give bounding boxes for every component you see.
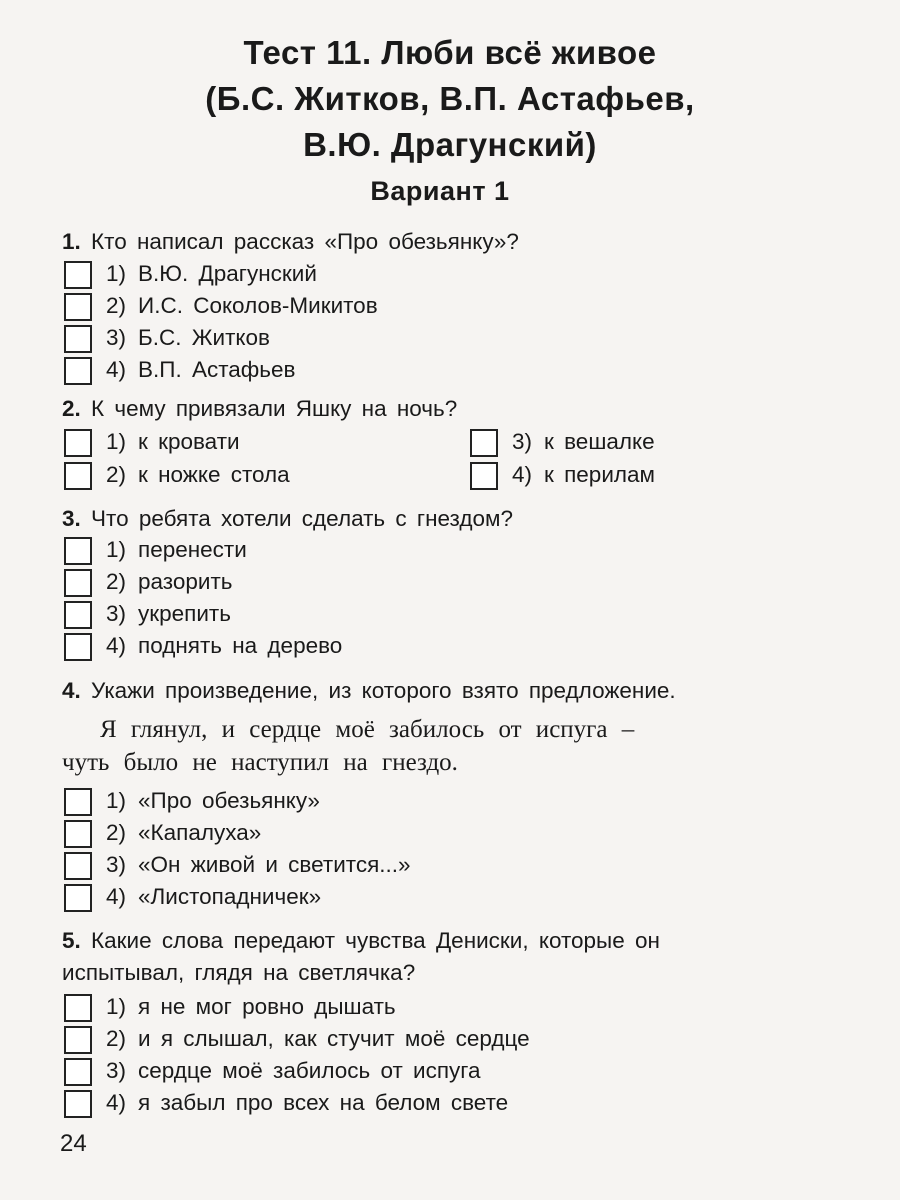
question-heading [62, 506, 513, 532]
option-text: я забыл про всех на белом свете [138, 1090, 509, 1115]
option-number: 4) [512, 462, 533, 487]
option-text: «Он живой и светится...» [138, 852, 411, 877]
test-title: Тест 11. Люби всё живое [243, 34, 657, 71]
question-text: Что ребята хотели сделать с гнездом? [91, 506, 513, 531]
option-number: 4) [106, 884, 127, 909]
option-text: к кровати [138, 429, 240, 454]
option-text: я не мог ровно дышать [138, 994, 396, 1019]
answer-option[interactable] [64, 429, 240, 457]
option-text: Б.С. Житков [138, 325, 270, 350]
answer-option[interactable] [64, 1058, 481, 1086]
question-number: 2. [62, 396, 81, 421]
quoted-sentence-cont: чуть было не наступил на гнездо. [62, 749, 458, 776]
checkbox[interactable] [64, 537, 92, 565]
option-number: 3) [106, 601, 127, 626]
option-number: 2) [106, 293, 127, 318]
answer-option[interactable] [64, 1026, 530, 1054]
option-number: 4) [106, 357, 127, 382]
answer-option[interactable] [64, 569, 232, 597]
checkbox[interactable] [64, 261, 92, 289]
checkbox[interactable] [64, 633, 92, 661]
answer-option[interactable] [64, 462, 290, 490]
question-number: 1. [62, 229, 81, 254]
answer-option[interactable] [64, 884, 321, 912]
option-number: 2) [106, 1026, 127, 1051]
checkbox[interactable] [64, 788, 92, 816]
answer-option[interactable] [64, 852, 411, 880]
test-authors-cont: В.Ю. Драгунский) [303, 126, 597, 163]
question-heading [62, 928, 660, 954]
checkbox[interactable] [64, 1090, 92, 1118]
answer-option[interactable] [64, 261, 317, 289]
checkbox[interactable] [470, 429, 498, 457]
answer-option[interactable] [64, 994, 396, 1022]
option-text: сердце моё забилось от испуга [138, 1058, 481, 1083]
question-heading [62, 678, 676, 704]
checkbox[interactable] [64, 293, 92, 321]
option-text: поднять на дерево [138, 633, 343, 658]
checkbox[interactable] [64, 325, 92, 353]
checkbox[interactable] [64, 820, 92, 848]
option-text: к перилам [544, 462, 656, 487]
checkbox[interactable] [64, 462, 92, 490]
checkbox[interactable] [64, 994, 92, 1022]
option-text: И.С. Соколов-Микитов [138, 293, 378, 318]
option-text: «Листопадничек» [138, 884, 322, 909]
option-text: перенести [138, 537, 247, 562]
question-heading [62, 229, 519, 255]
variant-heading: Вариант 1 [370, 176, 510, 206]
question-text: К чему привязали Яшку на ночь? [91, 396, 458, 421]
answer-option[interactable] [470, 429, 655, 457]
answer-option[interactable] [64, 633, 342, 661]
option-number: 3) [512, 429, 533, 454]
option-text: В.П. Астафьев [138, 357, 296, 382]
option-text: В.Ю. Драгунский [138, 261, 317, 286]
option-number: 3) [106, 325, 127, 350]
option-number: 3) [106, 852, 127, 877]
answer-option[interactable] [64, 357, 295, 385]
checkbox[interactable] [64, 429, 92, 457]
answer-option[interactable] [64, 537, 247, 565]
question-number: 4. [62, 678, 81, 703]
option-number: 2) [106, 820, 127, 845]
option-text: к ножке стола [138, 462, 290, 487]
answer-option[interactable] [64, 1090, 508, 1118]
option-number: 4) [106, 633, 127, 658]
checkbox[interactable] [64, 1026, 92, 1054]
test-authors: (Б.С. Житков, В.П. Астафьев, [205, 80, 695, 117]
question-heading [62, 960, 415, 986]
quoted-sentence: Я глянул, и сердце моё забилось от испуга – [100, 716, 635, 743]
question-number: 5. [62, 928, 81, 953]
question-text: Укажи произведение, из которого взято предложение. [91, 678, 676, 703]
checkbox[interactable] [470, 462, 498, 490]
checkbox[interactable] [64, 601, 92, 629]
option-number: 1) [106, 261, 127, 286]
option-number: 1) [106, 788, 127, 813]
checkbox[interactable] [64, 1058, 92, 1086]
option-number: 2) [106, 569, 127, 594]
option-text: и я слышал, как стучит моё сердце [138, 1026, 530, 1051]
question-text: Кто написал рассказ «Про обезьянку»? [91, 229, 519, 254]
option-number: 2) [106, 462, 127, 487]
checkbox[interactable] [64, 357, 92, 385]
answer-option[interactable] [64, 820, 261, 848]
option-text: «Про обезьянку» [138, 788, 320, 813]
question-number: 3. [62, 506, 81, 531]
option-text: к вешалке [544, 429, 655, 454]
question-heading [62, 396, 457, 422]
answer-option[interactable] [64, 788, 320, 816]
answer-option[interactable] [64, 601, 231, 629]
question-text: испытывал, глядя на светлячка? [62, 960, 416, 985]
checkbox[interactable] [64, 852, 92, 880]
option-number: 1) [106, 994, 127, 1019]
question-text: Какие слова передают чувства Дениски, которые он [91, 928, 660, 953]
answer-option[interactable] [470, 462, 655, 490]
answer-option[interactable] [64, 325, 270, 353]
checkbox[interactable] [64, 569, 92, 597]
option-number: 1) [106, 429, 127, 454]
page-number: 24 [60, 1130, 87, 1157]
option-number: 4) [106, 1090, 127, 1115]
answer-option[interactable] [64, 293, 378, 321]
option-number: 3) [106, 1058, 127, 1083]
checkbox[interactable] [64, 884, 92, 912]
option-number: 1) [106, 537, 127, 562]
option-text: разорить [138, 569, 233, 594]
option-text: укрепить [138, 601, 231, 626]
option-text: «Капалуха» [138, 820, 262, 845]
